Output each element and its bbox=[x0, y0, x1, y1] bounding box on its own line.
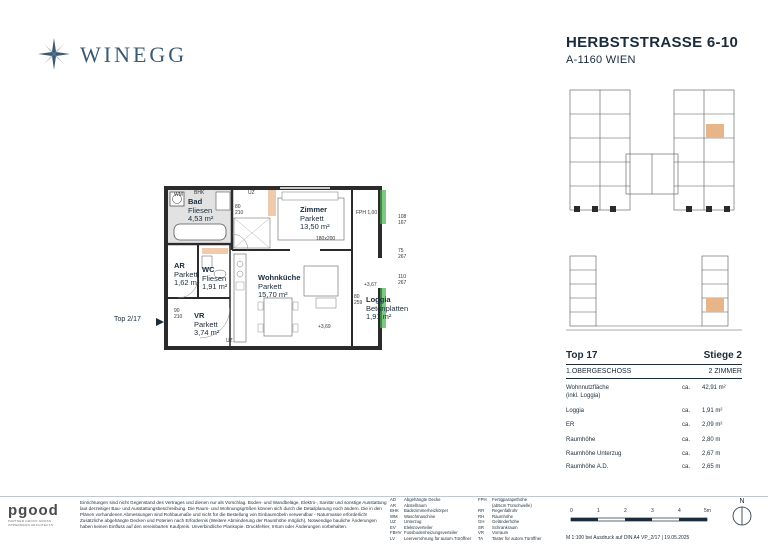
entry-label: Top 2/17 bbox=[114, 316, 141, 323]
disclaimer-text: Einrichtungen sind nicht Gegenstand des Vertrages und dienen nur als Vorschlag. Boden- und Wandbeläge, Elektro-, Sanitär und sonstige Ausstattung laut derzeitiger Bau- und Ausstattungsbeschreibung. Die Raum- und Wohnungsgrößen können sich durch die Detailplanung noch ändern. Die in den Plänen vorhandenen Abmessungen sind Rohbaumaße und nicht für die Bestellung von Einbaumöbeln verwendbar - Naturmasse erforderlich! Zusätzliche abgehängte Decken und Poterien nach Erfordernis (Weitere Abminderung der Raumhöhe möglich). Notwendige bauliche Änderungen haben keinen Einfluss auf den vereinbarten Kaufpreis. Unverbindliche Plankopie. Druckfehler, Irrtum oder Änderungen vorbehalten. bbox=[80, 500, 387, 530]
stair-number: Stiege 2 bbox=[703, 350, 742, 361]
room-vr: VR Parkett 3,74 m² bbox=[194, 311, 220, 338]
legend-item: VR Vorraum bbox=[478, 530, 509, 536]
scale-number: 3 bbox=[651, 508, 654, 514]
brand-logo bbox=[36, 36, 196, 72]
legend-item: WM Waschmaschine bbox=[390, 513, 436, 519]
architect-logo bbox=[8, 502, 74, 526]
dim-167: 167 bbox=[398, 220, 407, 226]
dim-80d: 80 bbox=[354, 294, 360, 300]
info-row: Raumhöhe Unterzug ca. 2,67 m bbox=[566, 450, 721, 457]
scale-number: 2 bbox=[624, 508, 627, 514]
fph-label: FPH 1,00 bbox=[356, 210, 378, 216]
info-header bbox=[566, 350, 742, 365]
room-wc: WC Fliesen 1,91 m² bbox=[202, 265, 228, 292]
legend-item: RR Regenfallrohr bbox=[478, 508, 518, 514]
info-row: Raumhöhe A.D. ca. 2,65 m bbox=[566, 464, 721, 470]
site-plan-top-drawing bbox=[566, 84, 746, 220]
bed-size-label: 180x200 bbox=[316, 236, 336, 242]
footer-divider bbox=[0, 496, 768, 497]
scale-number: 0 bbox=[570, 508, 573, 514]
dim-210d: 210 bbox=[174, 314, 183, 320]
top-number: Top 17 bbox=[566, 350, 598, 361]
legend-column-2 bbox=[478, 497, 542, 542]
uz-label-bottom: UZ bbox=[226, 338, 233, 344]
scale-number: 4 bbox=[678, 508, 681, 514]
architect-name: pgood bbox=[8, 502, 59, 519]
room-count: 2 ZIMMER bbox=[708, 368, 742, 375]
address-city: A-1160 WIEN bbox=[566, 54, 636, 66]
dim-267: 267 bbox=[398, 254, 407, 260]
legend-item: GH Geländerhöhe bbox=[478, 519, 520, 525]
elevation-1: +3,67 bbox=[364, 282, 377, 288]
door-width-label: 80 bbox=[235, 204, 241, 210]
legend-item: (ab5cm Türschwelle) bbox=[492, 502, 532, 508]
star-icon bbox=[36, 36, 72, 72]
room-loggia: Loggia Betonplatten 1,91 m² bbox=[366, 295, 409, 322]
info-row: Raumhöhe ca. 2,80 m bbox=[566, 437, 721, 443]
dim-259: 259 bbox=[354, 300, 363, 306]
scale-note: M 1:100 bei Ausdruck auf DIN A4 VP_2/17 | 19.05.2025 bbox=[566, 535, 690, 541]
legend-item: BHK Badezimmerheizkörper bbox=[390, 508, 449, 514]
compass-icon bbox=[731, 505, 753, 527]
dim-267b: 267 bbox=[398, 280, 407, 286]
legend-item: UZ Unterzug bbox=[390, 519, 422, 525]
scale-bar-graphic bbox=[570, 516, 716, 524]
legend-item: FBHV Fussbodenheizungsverteiler bbox=[390, 530, 458, 536]
site-plan-top bbox=[566, 84, 746, 220]
dim-108: 108 bbox=[398, 214, 407, 220]
scale-number: 1 bbox=[597, 508, 600, 514]
bhk-label: BHK bbox=[194, 190, 205, 196]
floor-level: 1.OBERGESCHOSS bbox=[566, 368, 632, 375]
info-row: Loggia ca. 1,91 m² bbox=[566, 408, 723, 414]
elevation-2: +3,69 bbox=[318, 324, 331, 330]
legend-column-1 bbox=[390, 497, 471, 542]
room-zimmer: Zimmer Parkett 13,50 m² bbox=[300, 205, 330, 232]
room-wohnkueche: Wohnküche Parkett 15,70 m² bbox=[258, 273, 301, 300]
scale-number: 5m bbox=[704, 508, 711, 514]
dim-75: 75 bbox=[398, 248, 404, 254]
legend-item: SR Schrankraum bbox=[478, 524, 518, 530]
brand-name: WINEGG bbox=[80, 42, 188, 67]
legend-item: FPH Fertigparapethöhe bbox=[478, 497, 528, 502]
legend-item: EV Elektroverteiler bbox=[390, 524, 433, 530]
uz-label-top: UZ bbox=[248, 190, 255, 196]
legend-item: AD Abgehängte Decke bbox=[390, 497, 441, 502]
legend-item: TA Taster für autom.Türöffner bbox=[478, 536, 542, 542]
info-subheader bbox=[566, 365, 742, 379]
floor-plan bbox=[130, 178, 420, 358]
legend-item: RH Raumhöhe bbox=[478, 513, 514, 519]
scale-bar bbox=[570, 508, 716, 528]
address-street: HERBSTSTRASSE 6-10 bbox=[566, 34, 739, 51]
legend-item: AR Abstellraum bbox=[390, 502, 427, 508]
dim-90: 90 bbox=[174, 308, 180, 314]
address-block bbox=[566, 34, 738, 66]
room-ar: AR Parkett 1,62 m² bbox=[174, 261, 200, 288]
north-arrow bbox=[731, 498, 753, 528]
apartment-info bbox=[566, 350, 742, 472]
info-row: ER ca. 2,09 m² bbox=[566, 421, 723, 428]
architect-subtitle: PARTNER GROUP GROSS OPPERMANN ARCHITECTS bbox=[8, 519, 54, 527]
dim-110: 110 bbox=[398, 274, 406, 280]
legend-item: LV Leerverrohrung für autom.Türöffner bbox=[390, 536, 472, 542]
info-row: Wohnnutzfläche (inkl. Loggia) ca. 42,91 m² bbox=[566, 385, 726, 399]
room-bad: Bad Fliesen 4,53 m² bbox=[188, 197, 214, 224]
door-height-label: 210 bbox=[235, 210, 244, 216]
north-label: N bbox=[739, 498, 745, 505]
site-section-drawing bbox=[566, 244, 746, 340]
site-section bbox=[566, 244, 746, 340]
wm-label: WM bbox=[174, 192, 183, 198]
